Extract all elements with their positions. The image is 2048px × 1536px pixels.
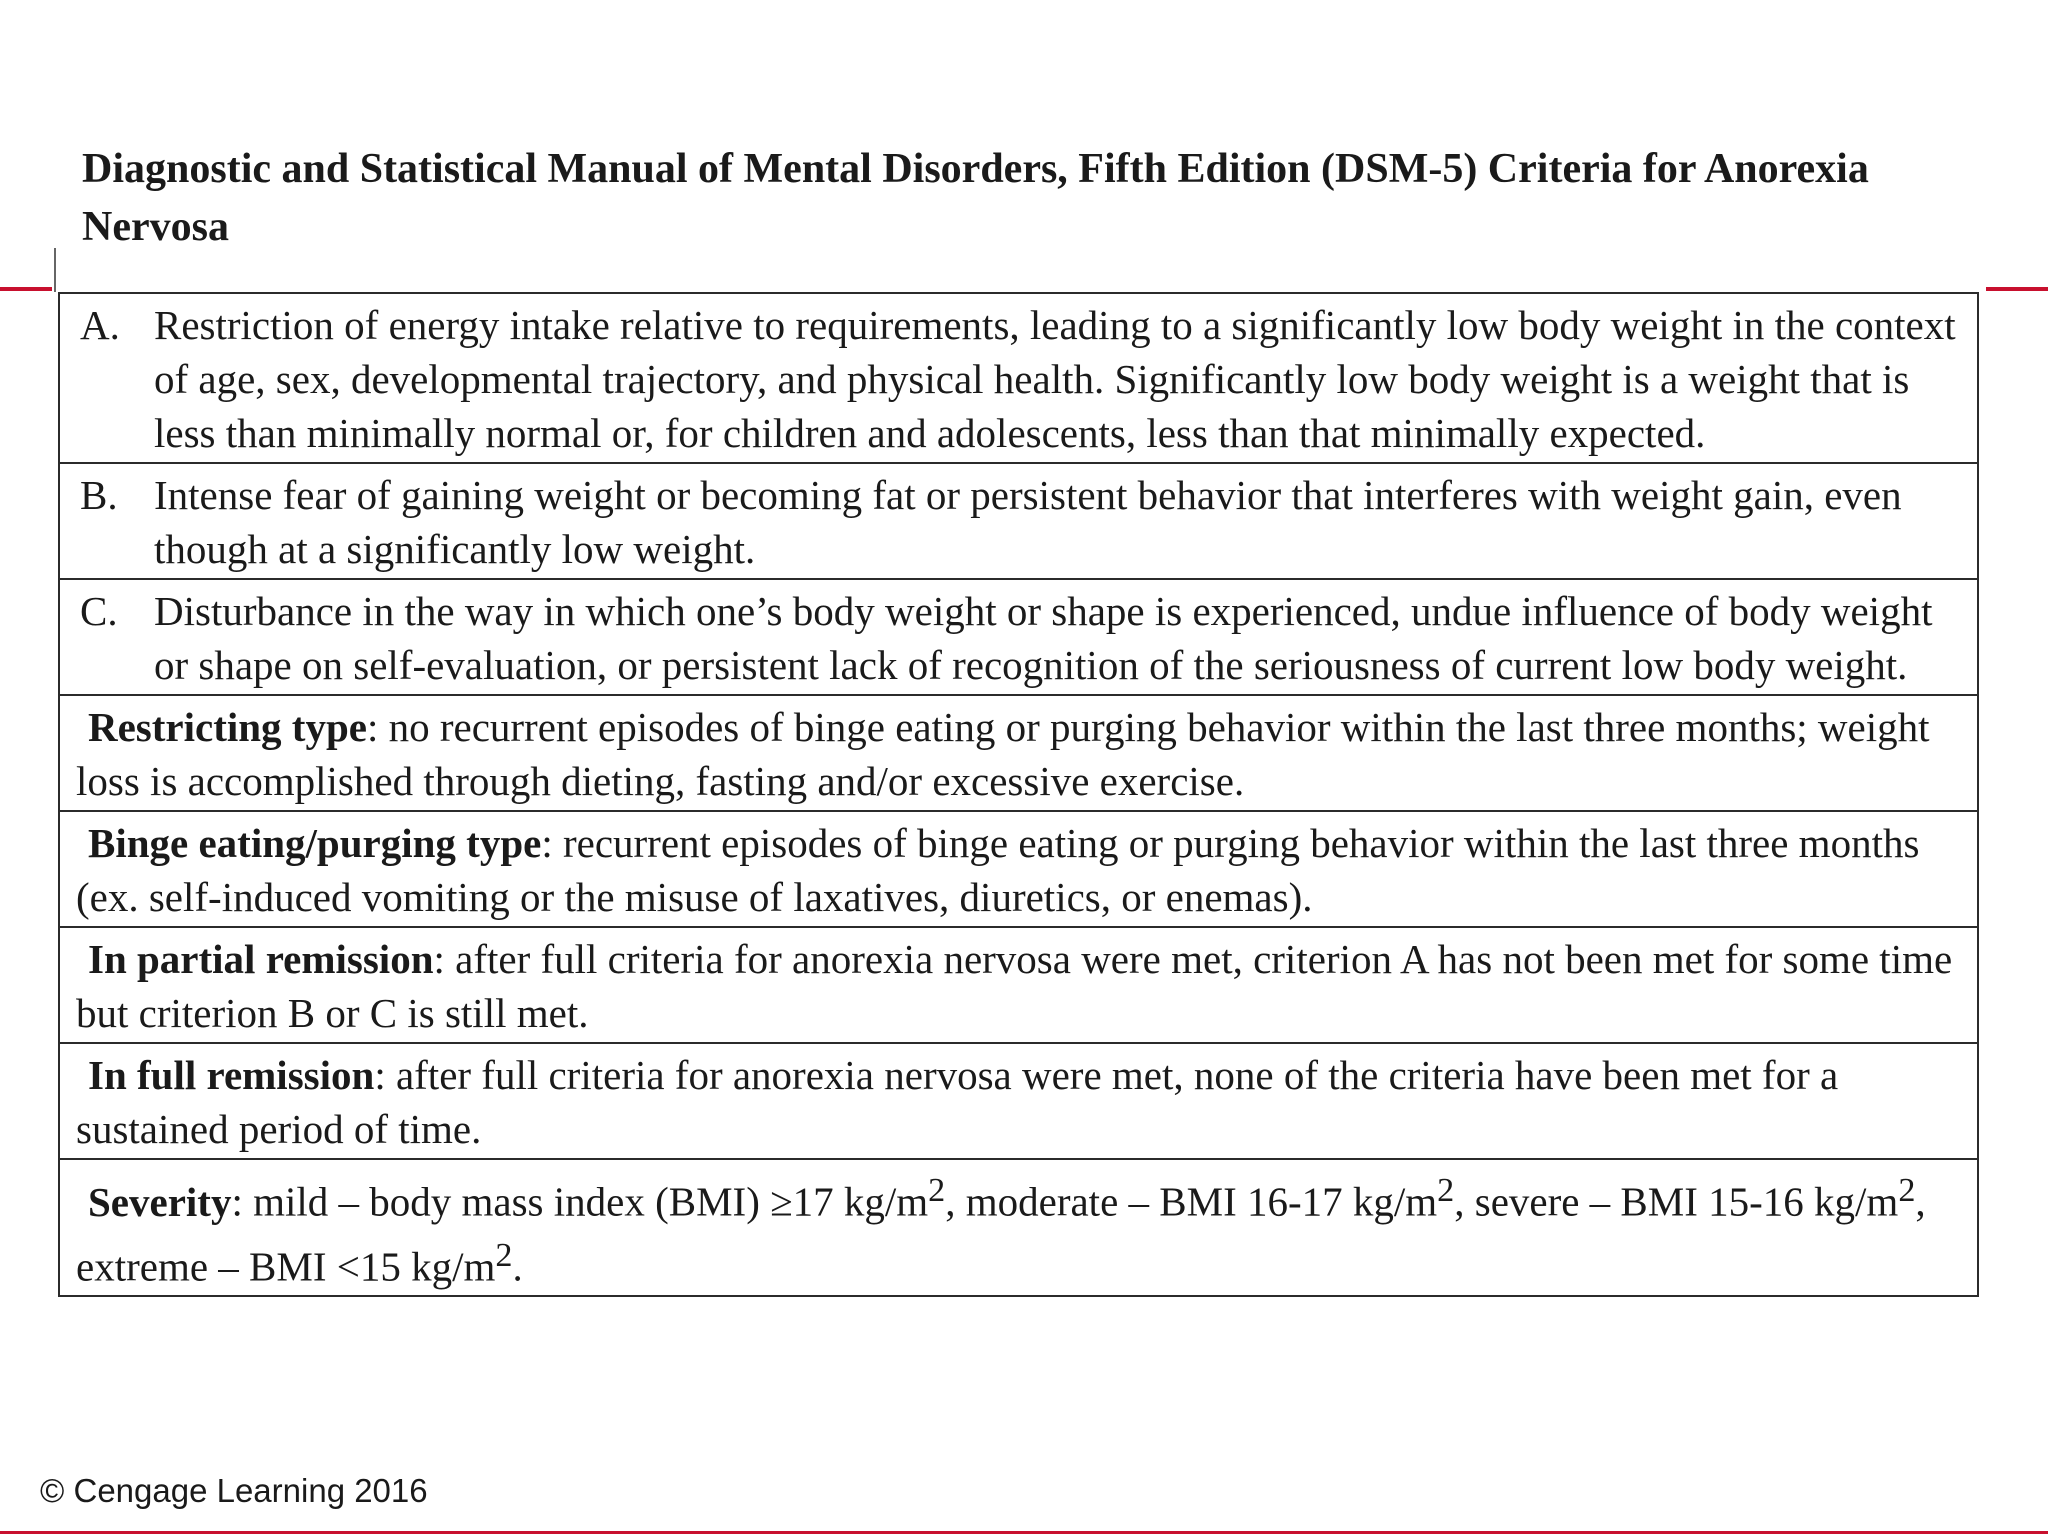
severity-text: , moderate – BMI 16-17 kg/m	[945, 1178, 1438, 1225]
specifier-text: : recurrent episodes of binge eating or purging behavior within the last three months (ex. self-induced vomiting or the misuse of laxatives, diuretics, or enemas).	[76, 820, 1920, 920]
specifier-label: In full remission	[88, 1052, 375, 1098]
accent-line-left	[0, 287, 52, 291]
specifier-cell-partial	[59, 927, 1978, 1043]
superscript: 2	[495, 1236, 513, 1274]
specifier-text: : after full criteria for anorexia nervosa were met, none of the criteria have been met for a sustained period of time.	[76, 1052, 1839, 1152]
severity-text: : mild – body mass index (BMI) ≥17 kg/m	[231, 1178, 929, 1225]
criterion-text: Intense fear of gaining weight or becoming fat or persistent behavior that interferes with weight gain, even though at a significantly low weight.	[154, 472, 1902, 572]
severity-cell	[59, 1159, 1978, 1296]
page-title: Diagnostic and Statistical Manual of Mental Disorders, Fifth Edition (DSM-5) Criteria for Anorexia Nervosa	[82, 146, 1869, 250]
divider-tick	[54, 248, 56, 292]
specifier-text: : no recurrent episodes of binge eating or purging behavior within the last three months; weight loss is accomplished through dieting, fasting and/or excessive exercise.	[76, 704, 1930, 804]
superscript: 2	[1898, 1172, 1916, 1209]
specifier-label: In partial remission	[88, 936, 434, 982]
superscript: 2	[928, 1172, 946, 1209]
accent-line-bottom	[0, 1531, 2048, 1534]
specifier-cell-full	[59, 1043, 1978, 1159]
criterion-text: Disturbance in the way in which one’s body weight or shape is experienced, undue influence of body weight or shape on self-evaluation, or persistent lack of recognition of the seriousness of current low body weight.	[154, 588, 1933, 688]
specifier-cell-restricting	[59, 695, 1978, 811]
severity-text: , extreme – BMI <15 kg/m	[76, 1178, 1926, 1290]
criteria-table	[58, 292, 1979, 1297]
severity-text: , severe – BMI 15-16 kg/m	[1454, 1178, 1899, 1225]
table-row	[59, 1159, 1978, 1296]
criterion-cell-c	[59, 579, 1978, 695]
criterion-cell-b	[59, 463, 1978, 579]
criterion-letter: B.	[80, 472, 118, 518]
table-row	[59, 927, 1978, 1043]
specifier-text: : after full criteria for anorexia nervosa were met, criterion A has not been met for some time but criterion B or C is still met.	[76, 936, 1953, 1036]
specifier-label: Binge eating/purging type	[88, 820, 542, 866]
table-row	[59, 579, 1978, 695]
severity-label: Severity	[88, 1178, 232, 1225]
superscript: 2	[1437, 1172, 1455, 1209]
criterion-letter: A.	[80, 302, 120, 348]
table-row	[59, 1043, 1978, 1159]
criterion-cell-a	[59, 293, 1978, 463]
table-row	[59, 695, 1978, 811]
accent-line-right	[1986, 287, 2048, 291]
table-row	[59, 463, 1978, 579]
copyright-footer: © Cengage Learning 2016	[40, 1472, 428, 1509]
severity-text: .	[512, 1243, 523, 1290]
criterion-text: Restriction of energy intake relative to requirements, leading to a significantly low body weight in the context of age, sex, developmental trajectory, and physical health. Significantly low body weight is a weight that is less than minimally normal or, for children and adolescents, less than that minimally expected.	[154, 302, 1956, 456]
criterion-letter: C.	[80, 588, 118, 634]
table-row	[59, 293, 1978, 463]
specifier-cell-binge	[59, 811, 1978, 927]
specifier-label: Restricting type	[88, 704, 367, 750]
table-row	[59, 811, 1978, 927]
